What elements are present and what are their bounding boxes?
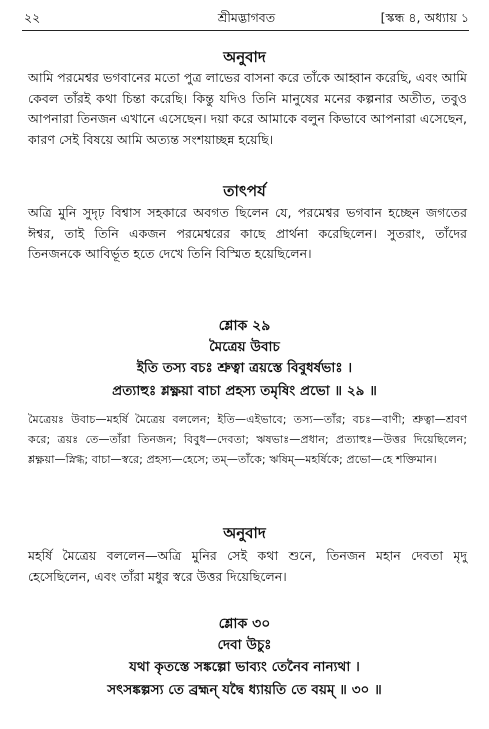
verse-30-line-2: সৎসঙ্কল্পস্য তে ব্রহ্মন্ যদ্বৈ ধ্যায়তি তে বয়ম্ ॥ ৩০ ॥: [107, 682, 382, 698]
verse-30-speaker: দেবা উচুঃ: [217, 637, 272, 653]
verse-29-synonyms: মৈত্রেয়ঃ উবাচ—মহর্ষি মৈত্রেয় বললেন; ইতি—এইভাবে; তস্য—তাঁর; বচঃ—বাণী; শ্রুত্বা—শ্রবণ করে; ত্রয়ঃ তে—তাঁরা তিনজন; বিবুধ—দেবতা; ঋষভাঃ—প্রধান; প্রত্যাহুঃ—উত্তর দিয়েছিলেন; শ্লক্ষ্ণয়া—স্নিগ্ধ; বাচা—স্বরে; প্রহস্য—হেসে; তম্—তাঁকে; ঋষিম্—মহর্ষিকে; প্রভো—হে শক্তিমান।: [28, 413, 467, 466]
verse-29-line-1: ইতি তস্য বচঃ শ্রুত্বা ত্রয়স্তে বিবুধর্ষভাঃ ।: [136, 360, 353, 376]
header-rule: [22, 30, 469, 31]
verse-29-line-2: প্রত্যাহুঃ শ্লক্ষ্ণয়া বাচা প্রহস্য তমৃষিং প্রভো ॥ ২৯ ॥: [112, 383, 377, 399]
book-title: শ্রীমদ্ভাগবত: [217, 10, 276, 25]
translation-2-heading: অনুবাদ: [223, 524, 266, 542]
page-header: [24, 8, 469, 30]
chapter-reference: [স্কন্ধ ৪, অধ্যায় ১: [380, 10, 469, 25]
verse-30-line-1: যথা কৃতস্তে সঙ্কল্পো ভাব্যং তেনৈব নান্যথা ।: [129, 659, 360, 675]
purport-heading: তাৎপর্য: [223, 182, 266, 200]
purport-text: অত্রি মুনি সুদৃঢ় বিশ্বাস সহকারে অবগত ছিলেন যে, পরমেশ্বর ভগবান হচ্ছেন জগতের ঈশ্বর, তাই তিনি একজন পরমেশ্বরের কাছে প্রার্থনা করেছিলেন। সুতরাং, তাঁদের তিনজনকে আবির্ভূত হতে দেখে তিনি বিস্মিত হয়েছিলেন।: [28, 205, 467, 261]
translation-2-text: মহর্ষি মৈত্রেয় বললেন—অত্রি মুনির সেই কথা শুনে, তিনজন মহান দেবতা মৃদু হেসেছিলেন, এবং তাঁরা মধুর স্বরে উত্তর দিয়েছিলেন।: [28, 548, 467, 584]
translation-heading: অনুবাদ: [223, 48, 266, 66]
page-number: ২২: [24, 10, 41, 25]
verse-29-heading: শ্লোক ২৯: [218, 318, 271, 334]
verse-30-heading: শ্লোক ৩০: [218, 616, 271, 632]
verse-29-speaker: মৈত্রেয় উবাচ: [209, 339, 280, 355]
translation-text: আমি পরমেশ্বর ভগবানের মতো পুত্র লাভের বাসনা করে তাঁকে আহ্বান করেছি, এবং আমি কেবল তাঁরই কথা চিন্তা করেছি। কিন্তু যদিও তিনি মানুষের মনের কল্পনার অতীত, তবুও আপনারা তিনজন এখানে এসেছেন। দয়া করে আমাকে বলুন কিভাবে আপনারা এসেছেন, কারণ সেই বিষয়ে আমি অত্যন্ত সংশয়াচ্ছন্ন হয়েছি।: [28, 70, 468, 147]
